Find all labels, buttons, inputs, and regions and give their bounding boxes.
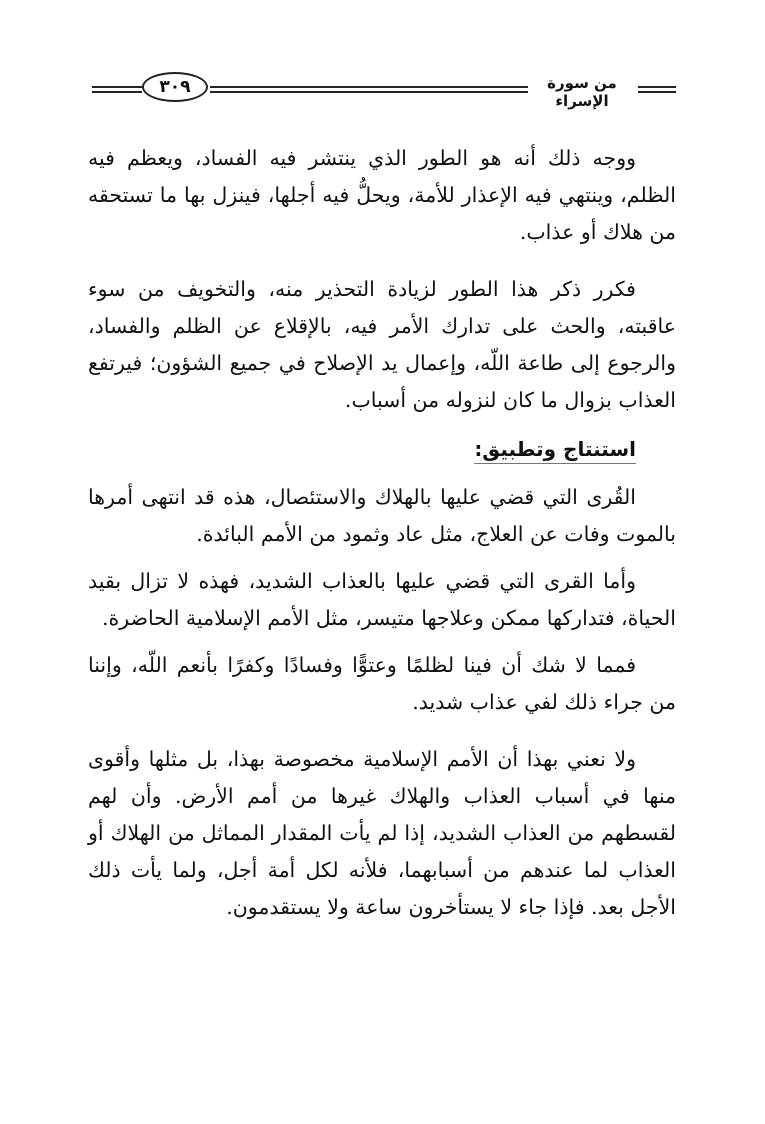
running-title: من سورة الإسراء (547, 74, 617, 110)
page-content (88, 140, 676, 926)
page-number: ٣٠٩ (142, 72, 208, 102)
paragraph-6: ولا نعني بهذا أن الأمم الإسلامية مخصوصة بهذا، بل مثلها وأقوى منها في أسباب العذاب والهلاك غيرها من أمم الأرض. وأن لهم لقسطهم من العذاب الشديد، إذا لم يأت المقدار المماثل من الهلاك أو العذاب لما عندهم من أسبابهما، فلأنه لكل أمة أجل، ولما يأت ذلك الأجل بعد. فإذا جاء لا يستأخرون ساعة ولا يستقدمون. (88, 747, 676, 919)
paragraph-2: فكرر ذكر هذا الطور لزيادة التحذير منه، والتخويف من سوء عاقبته، والحث على تدارك الأمر فيه، بالإقلاع عن الظلم والفساد، والرجوع إلى طاعة اللّه، وإعمال يد الإصلاح في جميع الشؤون؛ فيرتفع العذاب بزوال ما كان لنزوله من أسباب. (88, 277, 676, 412)
paragraph-1: ووجه ذلك أنه هو الطور الذي ينتشر فيه الفساد، ويعظم فيه الظلم، وينتهي فيه الإعذار للأمة، ويحلُّ فيه أجلها، فينزل بها ما تستحقه من هلاك أو عذاب. (88, 146, 676, 244)
paragraph-3: القُرى التي قضي عليها بالهلاك والاستئصال، هذه قد انتهى أمرها بالموت وفات عن العلاج، مثل عاد وثمود من الأمم البائدة. (88, 485, 676, 546)
page-header (0, 62, 765, 112)
header-rule-left (92, 86, 142, 93)
header-rule-middle (210, 86, 528, 93)
paragraph-5: فمما لا شك أن فينا لظلمًا وعتوًّا وفسادًا وكفرًا بأنعم اللّه، وإننا من جراء ذلك لفي عذاب شديد. (88, 653, 676, 714)
header-rule-right (638, 86, 676, 93)
section-heading (88, 429, 676, 469)
paragraph-4: وأما القرى التي قضي عليها بالعذاب الشديد، فهذه لا تزال بقيد الحياة، فتداركها ممكن وعلاجها متيسر، مثل الأمم الإسلامية الحاضرة. (88, 569, 676, 630)
section-heading-text: استنتاج وتطبيق: (474, 437, 636, 464)
